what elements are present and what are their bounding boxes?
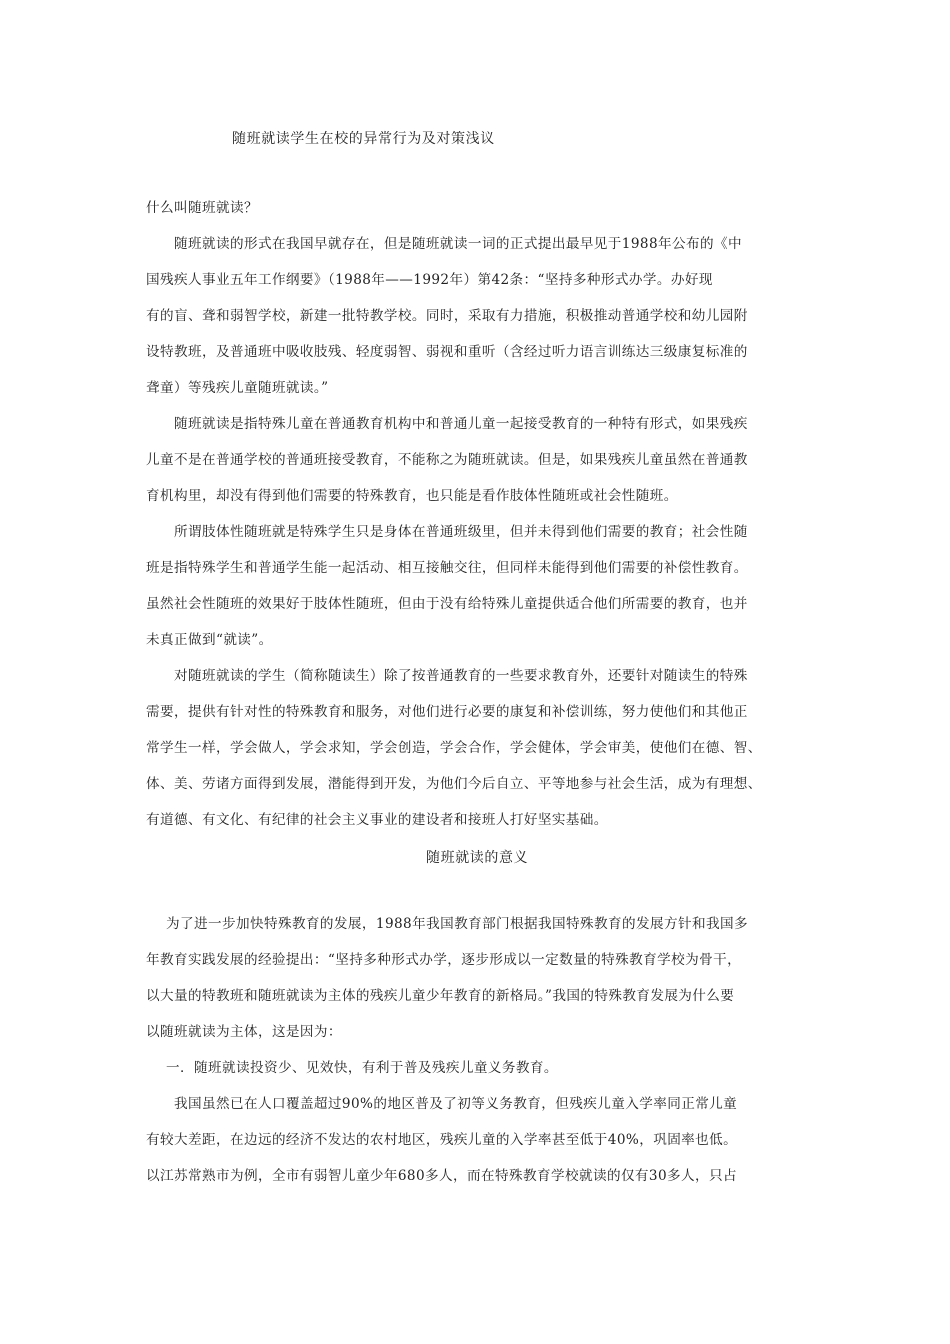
paragraph-line: 随班就读的形式在我国早就存在，但是随班就读一词的正式提出最早见于1988年公布的《中 bbox=[174, 236, 742, 252]
paragraph-line: 班是指特殊学生和普通学生能一起活动、相互接触交往，但同样未能得到他们需要的补偿性教育。 bbox=[146, 560, 748, 576]
document-title: 随班就读学生在校的异常行为及对策浅议 bbox=[232, 131, 495, 147]
paragraph-line: 年教育实践发展的经验提出：“坚持多种形式办学，逐步形成以一定数量的特殊教育学校为骨干， bbox=[146, 952, 742, 968]
paragraph-line: 育机构里，却没有得到他们需要的特殊教育，也只能是看作肢体性随班或社会性随班。 bbox=[146, 488, 678, 504]
paragraph-line: 随班就读是指特殊儿童在普通教育机构中和普通儿童一起接受教育的一种特有形式，如果残疾 bbox=[174, 416, 748, 432]
paragraph-line: 需要，提供有针对性的特殊教育和服务，对他们进行必要的康复和补偿训练，努力使他们和其他正 bbox=[146, 704, 748, 720]
paragraph-line: 为了进一步加快特殊教育的发展，1988年我国教育部门根据我国特殊教育的发展方针和我国多 bbox=[166, 916, 748, 932]
paragraph-line: 有较大差距，在边远的经济不发达的农村地区，残疾儿童的入学率甚至低于40%，巩固率也低。 bbox=[146, 1132, 738, 1148]
paragraph-line: 聋童）等残疾儿童随班就读。” bbox=[146, 380, 329, 396]
paragraph-line: 我国虽然已在人口覆盖超过90%的地区普及了初等义务教育，但残疾儿童入学率同正常儿童 bbox=[174, 1096, 738, 1112]
paragraph-line: 以随班就读为主体，这是因为： bbox=[146, 1024, 342, 1040]
paragraph-line: 常学生一样，学会做人，学会求知，学会创造，学会合作，学会健体，学会审美，使他们在德、智、 bbox=[146, 740, 762, 756]
paragraph-line: 未真正做到“就读”。 bbox=[146, 632, 273, 648]
paragraph-line: 对随班就读的学生（简称随读生）除了按普通教育的一些要求教育外，还要针对随读生的特殊 bbox=[174, 668, 748, 684]
question-heading: 什么叫随班就读？ bbox=[146, 200, 258, 216]
paragraph-line: 虽然社会性随班的效果好于肢体性随班，但由于没有给特殊儿童提供适合他们所需要的教育，也并 bbox=[146, 596, 748, 612]
numbered-point: 一．随班就读投资少、见效快，有利于普及残疾儿童义务教育。 bbox=[166, 1060, 558, 1076]
paragraph-line: 以江苏常熟市为例，全市有弱智儿童少年680多人，而在特殊教育学校就读的仅有30多人，只占 bbox=[146, 1168, 737, 1184]
paragraph-line: 所谓肢体性随班就是特殊学生只是身体在普通班级里，但并未得到他们需要的教育；社会性随 bbox=[174, 524, 748, 540]
paragraph-line: 儿童不是在普通学校的普通班接受教育，不能称之为随班就读。但是，如果残疾儿童虽然在普通教 bbox=[146, 452, 748, 468]
paragraph-line: 体、美、劳诸方面得到发展，潜能得到开发，为他们今后自立、平等地参与社会生活，成为有理想、 bbox=[146, 776, 762, 792]
paragraph-line: 国残疾人事业五年工作纲要》（1988年——1992年）第42条：“坚持多种形式办学。办好现 bbox=[146, 272, 713, 288]
paragraph-line: 有道德、有文化、有纪律的社会主义事业的建设者和接班人打好坚实基础。 bbox=[146, 812, 608, 828]
section-title: 随班就读的意义 bbox=[426, 850, 529, 866]
paragraph-line: 设特教班，及普通班中吸收肢残、轻度弱智、弱视和重听（含经过听力语言训练达三级康复标准的 bbox=[146, 344, 748, 360]
paragraph-line: 有的盲、聋和弱智学校，新建一批特教学校。同时，采取有力措施，积极推动普通学校和幼儿园附 bbox=[146, 308, 748, 324]
paragraph-line: 以大量的特教班和随班就读为主体的残疾儿童少年教育的新格局。”我国的特殊教育发展为什么要 bbox=[146, 988, 735, 1004]
